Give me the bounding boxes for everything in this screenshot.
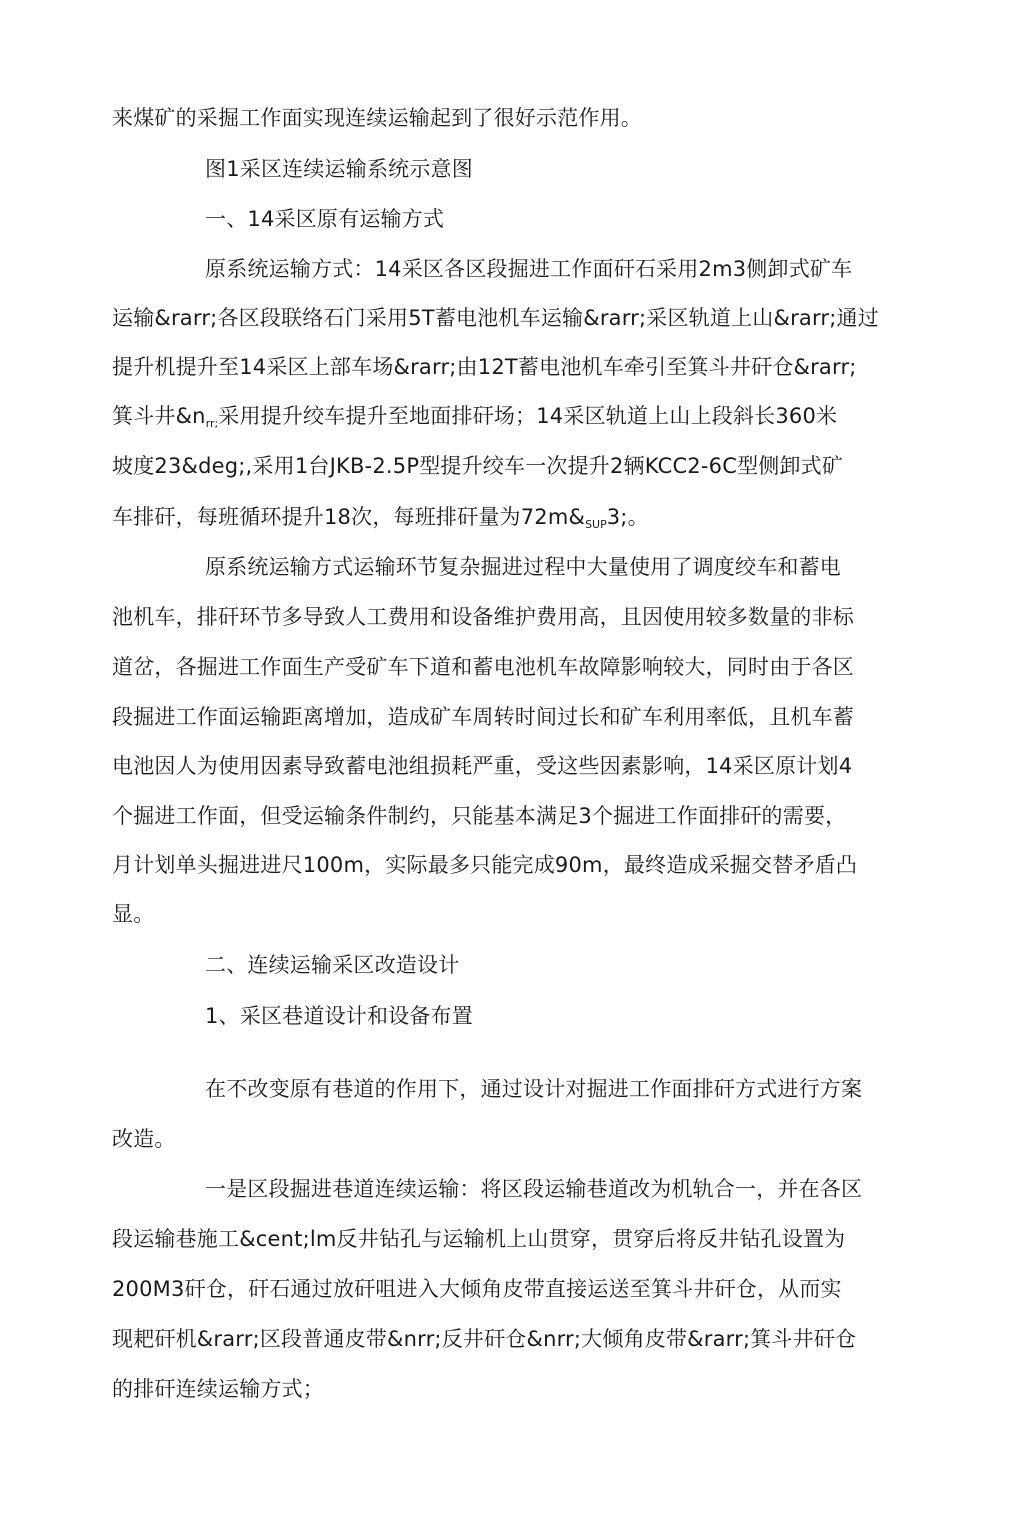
- text-line: 提升机提升至14采区上部车场&rarr;由12T蓄电池机车牵引至箕斗井矸仓&rarr;: [112, 355, 857, 379]
- text-line: 显。: [112, 902, 155, 926]
- text-fragment: 3;。: [606, 505, 649, 529]
- text-line: 段掘进工作面运输距离增加，造成矿车周转时间过长和矿车利用率低，且机车蓄: [112, 705, 854, 729]
- text-line: 坡度23&deg;,采用1台JKB-2.5P型提升绞车一次提升2辆KCC2-6C型侧卸式矿: [112, 454, 844, 478]
- section-heading: 二、连续运输采区改造设计: [205, 953, 460, 977]
- text-line: 段运输巷施工&cent;lm反井钻孔与运输机上山贯穿，贯穿后将反井钻孔设置为: [112, 1227, 846, 1251]
- text-line: 在不改变原有巷道的作用下，通过设计对掘进工作面排矸方式进行方案: [205, 1077, 863, 1101]
- text-line: 运输&rarr;各区段联络石门采用5T蓄电池机车运输&rarr;采区轨道上山&rarr;通过: [112, 306, 879, 330]
- text-line: 来煤矿的采掘工作面实现连续运输起到了很好示范作用。: [112, 106, 642, 130]
- text-line: 池机车，排矸环节多导致人工费用和设备维护费用高，且因使用较多数量的非标: [112, 605, 854, 629]
- text-line: 现耙矸机&rarr;区段普通皮带&nrr;反井矸仓&nrr;大倾角皮带&rarr;箕斗井矸仓: [112, 1327, 857, 1351]
- text-line: 道岔，各掘进工作面生产受矿车下道和蓄电池机车故障影响较大，同时由于各区: [112, 655, 854, 679]
- text-line: 月计划单头掘进进尺100m，实际最多只能完成90m，最终造成采掘交替矛盾凸: [112, 853, 858, 877]
- text-line: 原系统运输方式运输环节复杂掘进过程中大量使用了调度绞车和蓄电: [205, 555, 841, 579]
- text-fragment: 车排矸，每班循环提升18次，每班排矸量为72m&: [112, 505, 586, 529]
- subscript-text: SUP: [585, 518, 607, 531]
- text-line: 200M3矸仓，矸石通过放矸咀进入大倾角皮带直接运送至箕斗井矸仓，从而实: [112, 1277, 842, 1301]
- text-line: 个掘进工作面，但受运输条件制约，只能基本满足3个掘进工作面排矸的需要，: [112, 804, 847, 828]
- text-line: 原系统运输方式：14采区各区段掘进工作面矸石采用2m3侧卸式矿车: [205, 257, 853, 281]
- text-fragment: 采用提升绞车提升至地面排矸场；14采区轨道上山上段斜长360米: [218, 404, 838, 428]
- section-heading: 一、14采区原有运输方式: [205, 207, 445, 231]
- text-line: [112, 503, 649, 539]
- figure-caption: 图1采区连续运输系统示意图: [205, 157, 473, 181]
- text-line: 改造。: [112, 1127, 176, 1151]
- text-line: [112, 402, 837, 438]
- text-fragment: 箕斗井&n: [112, 404, 206, 428]
- subscript-text: rr;: [205, 417, 219, 430]
- subsection-heading: 1、采区巷道设计和设备布置: [205, 1004, 473, 1028]
- text-line: 一是区段掘进巷道连续运输：将区段运输巷道改为机轨合一，并在各区: [205, 1177, 863, 1201]
- text-line: 电池因人为使用因素导致蓄电池组损耗严重，受这些因素影响，14采区原计划4: [112, 754, 853, 778]
- text-line: 的排矸连续运输方式；: [112, 1377, 324, 1401]
